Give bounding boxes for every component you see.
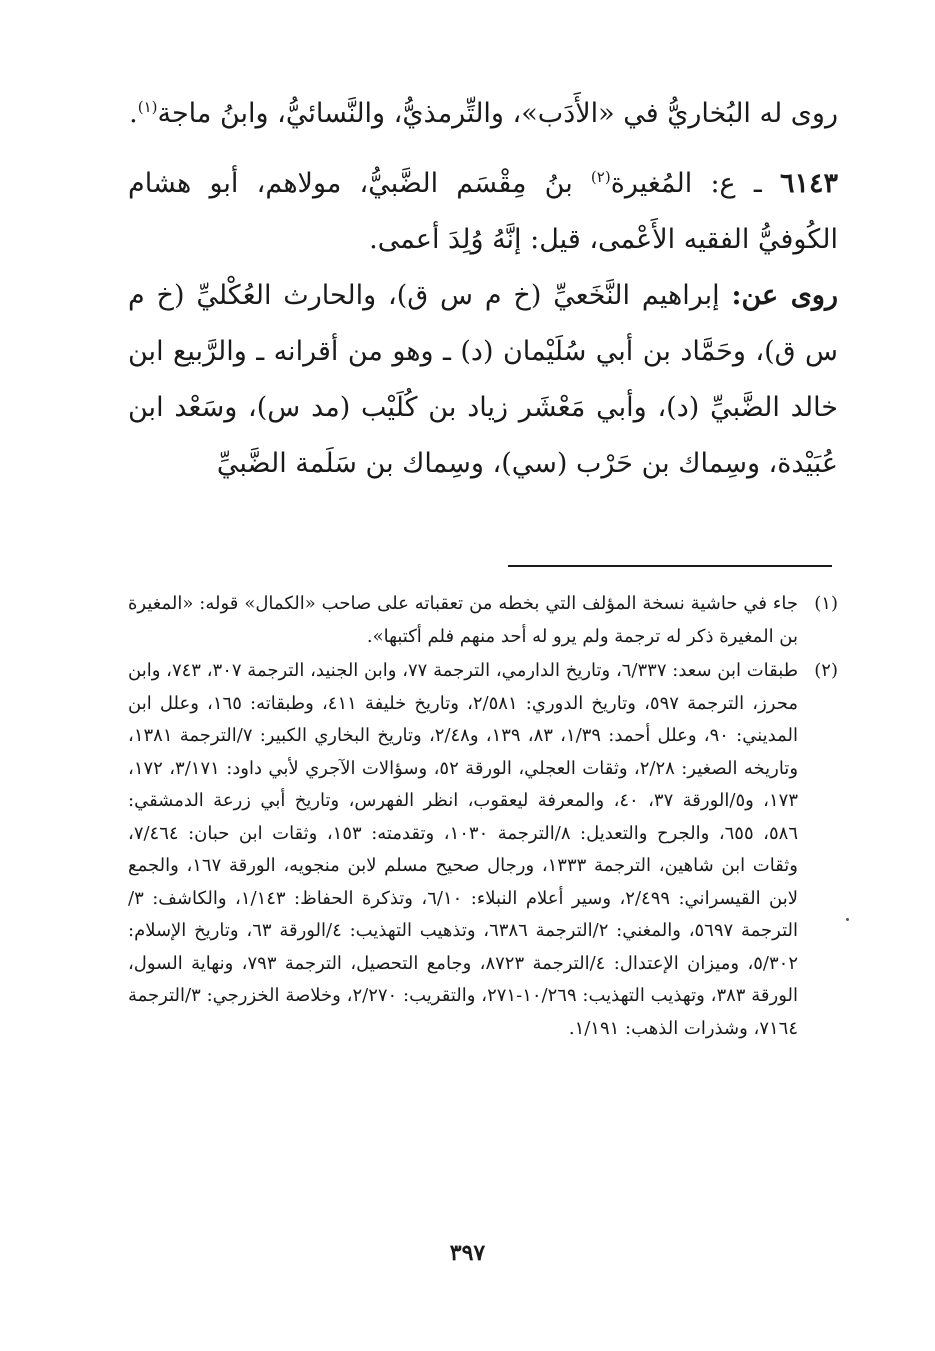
footnote-2 — [128, 655, 838, 1045]
footnote-ref-2: (٢) — [590, 168, 611, 186]
footnote-text: جاء في حاشية نسخة المؤلف التي بخطه من تعقباته على صاحب «الكمال» قوله: «المغيرة بن المغيرة ذكر له ترجمة ولم يرو له أحد منهم فلم أكتبها». — [128, 593, 798, 647]
footnote-separator — [508, 565, 832, 567]
footnote-ref-1: (١) — [137, 98, 158, 116]
print-speck — [846, 918, 849, 921]
narrated-from-label: روى عن: — [731, 280, 838, 311]
paragraph-riwaya-text: روى له البُخاريُّ في «الأَدَب»، والتِّرمذيُّ، والنَّسائيُّ، وابنُ ماجة — [157, 98, 838, 129]
page-number: ٣٩٧ — [449, 1240, 486, 1266]
entry-code: ـ ع: — [692, 168, 780, 199]
paragraph-riwaya — [128, 86, 838, 142]
entry-name: المُغيرة — [610, 168, 693, 199]
entry-description: بنُ مِقْسَم الضَّبيُّ، مولاهم، أبو هشام الكُوفيُّ الفقيه الأَعْمى، قيل: إنَّهُ وُلِدَ أعمى. — [128, 168, 838, 255]
footnotes — [128, 588, 838, 1047]
footnote-1 — [128, 588, 838, 653]
footnote-number: (١) — [814, 593, 838, 614]
entry-paragraph — [128, 156, 838, 268]
narrated-from-text: إبراهيم النَّخَعيِّ (خ م س ق)، والحارث العُكْليِّ (خ م س ق)، وحَمَّاد بن أبي سُلَيْمان (د) ـ وهو من أقرانه ـ والرَّبيع ابن خالد الضَّبيِّ (د)، وأبي مَعْشَر زياد بن كُلَيْب (مد س)، وسَعْد ابن عُبَيْدة، وسِماك بن حَرْب (سي)، وسِماك بن سَلَمة الضَّبيِّ — [128, 280, 838, 479]
main-text — [128, 86, 838, 492]
narrated-from-paragraph — [128, 268, 838, 492]
footnote-text: طبقات ابن سعد: ٦/٣٣٧، وتاريخ الدارمي، الترجمة ٧٧، وابن الجنيد، الترجمة ٣٠٧، ٧٤٣، وابن محرز، الترجمة ٥٩٧، وتاريخ الدوري: ٢/٥٨١، وتاريخ خليفة ٤١١، وطبقاته: ١٦٥، وعلل ابن المديني: ٩٠، وعلل أحمد: ١/٣٩، ٨٣، ١٣٩، و٢/٤٨، وتاريخ البخاري الكبير: ٧/الترجمة ١٣٨١، وتاريخه الصغير: ٢/٢٨، وثقات العجلي، الورقة ٥٢، وسؤالات الآجري لأبي داود: ٣/١٧١، ١٧٢، ١٧٣، و٥/الورقة ٣٧، ٤٠، والمعرفة ليعقوب، انظر الفهرس، وتاريخ أبي زرعة الدمشقي: ٥٨٦، ٦٥٥، والجرح والتعديل: ٨/الترجمة ١٠٣٠، وتقدمته: ١٥٣، وثقات ابن حبان: ٧/٤٦٤، وثقات ابن شاهين، الترجمة ١٣٣٣، ورجال صحيح مسلم لابن منجويه، الورقة ١٦٧، والجمع لابن القيسراني: ٢/٤٩٩، وسير أعلام النبلاء: ٦/١٠، وتذكرة الحفاظ: ١/١٤٣، والكاشف: ٣/الترجمة ٥٦٩٧، والمغني: ٢/الترجمة ٦٣٨٦، وتذهيب التهذيب: ٤/الورقة ٦٣، وتاريخ الإسلام: ٥/٣٠٢، وميزان الإعتدال: ٤/الترجمة ٨٧٢٣، وجامع التحصيل، الترجمة ٧٩٣، ونهاية السول، الورقة ٣٨٣، وتهذيب التهذيب: ١٠/٢٦٩-٢٧١، والتقريب: ٢/٢٧٠، وخلاصة الخزرجي: ٣/الترجمة ٧١٦٤، وشذرات الذهب: ١/١٩١. — [128, 660, 799, 1039]
entry-number: ٦١٤٣ — [779, 168, 838, 199]
footnote-number: (٢) — [814, 660, 838, 681]
paragraph-riwaya-end: . — [129, 98, 138, 129]
